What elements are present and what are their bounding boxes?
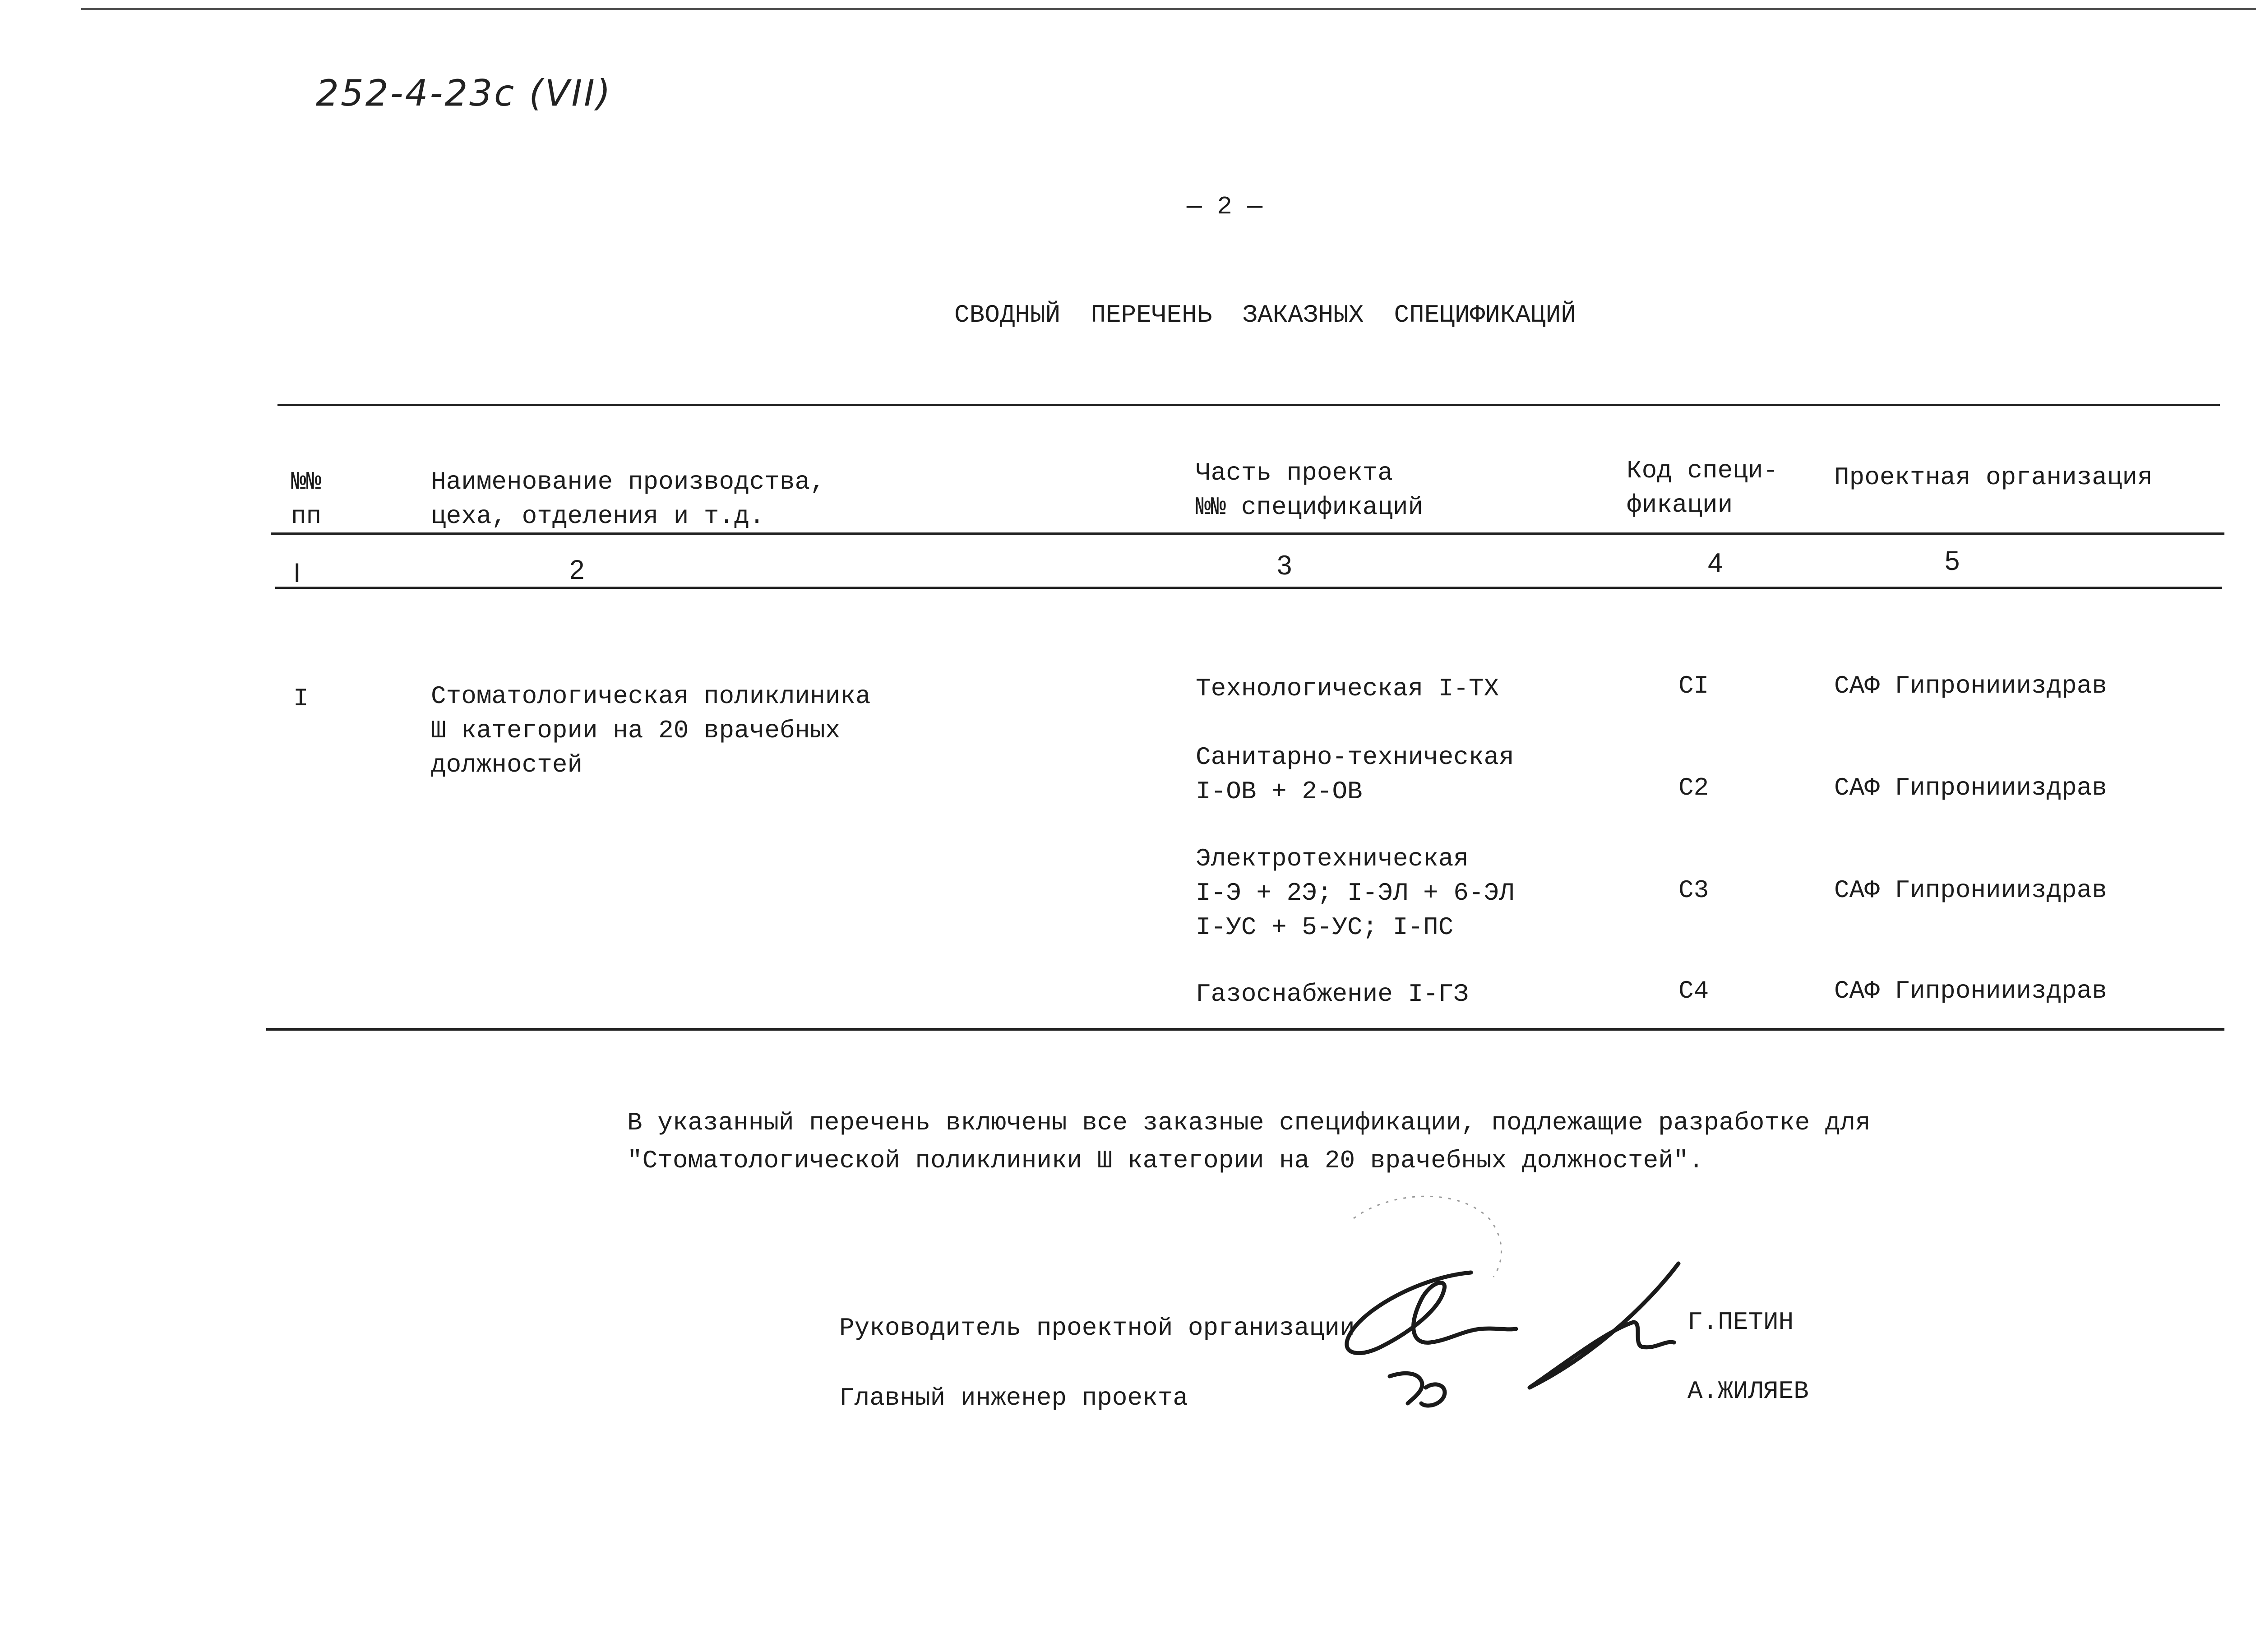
column-number-3: 3: [1277, 550, 1292, 580]
handwritten-signature-2: [1530, 1263, 1678, 1388]
handwritten-signature-1: [1347, 1273, 1516, 1406]
code-c2: С2: [1678, 773, 1709, 802]
row-name-line3: должностей: [431, 750, 583, 779]
part-gas-line1: Газоснабжение I-ГЗ: [1196, 980, 1469, 1009]
signature-name-chief: А.ЖИЛЯЕВ: [1687, 1377, 1809, 1406]
signature-role-head: Руководитель проектной организации: [839, 1314, 1355, 1342]
document-title: СВОДНЫЙ ПЕРЕЧЕНЬ ЗАКАЗНЫХ СПЕЦИФИКАЦИЙ: [954, 301, 1576, 329]
handwritten-document-code: 252-4-23с (VII): [316, 72, 612, 114]
part-sanitary-line2: I-ОВ + 2-ОВ: [1196, 777, 1363, 806]
code-c3: С3: [1678, 876, 1709, 905]
header-col-part-line1: Часть проекта: [1196, 458, 1393, 487]
code-c1: СI: [1678, 671, 1709, 700]
header-col-name-line2: цеха, отделения и т.д.: [431, 502, 765, 531]
code-c4: С4: [1678, 976, 1709, 1005]
part-electrotechnical-line1: Электротехническая: [1196, 844, 1469, 873]
part-technological-line1: Технологическая I-ТХ: [1196, 674, 1499, 703]
page-number: — 2 —: [1187, 192, 1263, 221]
header-col-org-line1: Проектная организация: [1834, 463, 2153, 492]
org-c4: САФ Гипрониииздрав: [1834, 976, 2107, 1005]
row-number: I: [293, 684, 309, 713]
column-number-5: 5: [1945, 546, 1960, 576]
signature-role-chief: Главный инженер проекта: [839, 1384, 1188, 1412]
header-col-code-line2: фикации: [1627, 491, 1733, 519]
header-col-code-line1: Код специ-: [1627, 456, 1779, 485]
column-number-1: I: [293, 558, 301, 588]
header-col-number-line1: №№: [291, 467, 322, 496]
column-number-4: 4: [1708, 548, 1723, 578]
row-name-line1: Стоматологическая поликлиника: [431, 682, 871, 711]
signature-name-head: Г.ПЕТИН: [1687, 1308, 1794, 1337]
header-col-name-line1: Наименование производства,: [431, 467, 825, 496]
part-electrotechnical-line3: I-УС + 5-УС; I-ПС: [1196, 913, 1454, 942]
org-c3: САФ Гипрониииздрав: [1834, 876, 2107, 905]
header-col-number-line2: пп: [291, 502, 322, 531]
header-col-part-line2: №№ спецификаций: [1196, 493, 1424, 522]
org-c2: САФ Гипрониииздрав: [1834, 773, 2107, 802]
note-line1: В указанный перечень включены все заказные спецификации, подлежащие разработке для: [627, 1108, 1871, 1137]
org-c1: САФ Гипрониииздрав: [1834, 671, 2107, 700]
column-number-2: 2: [569, 555, 585, 585]
row-name-line2: Ш категории на 20 врачебных: [431, 716, 841, 745]
note-line2: "Стоматологической поликлиники Ш категории на 20 врачебных должностей".: [627, 1146, 1704, 1175]
part-electrotechnical-line2: I-Э + 2Э; I-ЭЛ + 6-ЭЛ: [1196, 879, 1514, 907]
part-sanitary-line1: Санитарно-техническая: [1196, 743, 1514, 772]
faint-stamp-trace: [1354, 1196, 1502, 1277]
